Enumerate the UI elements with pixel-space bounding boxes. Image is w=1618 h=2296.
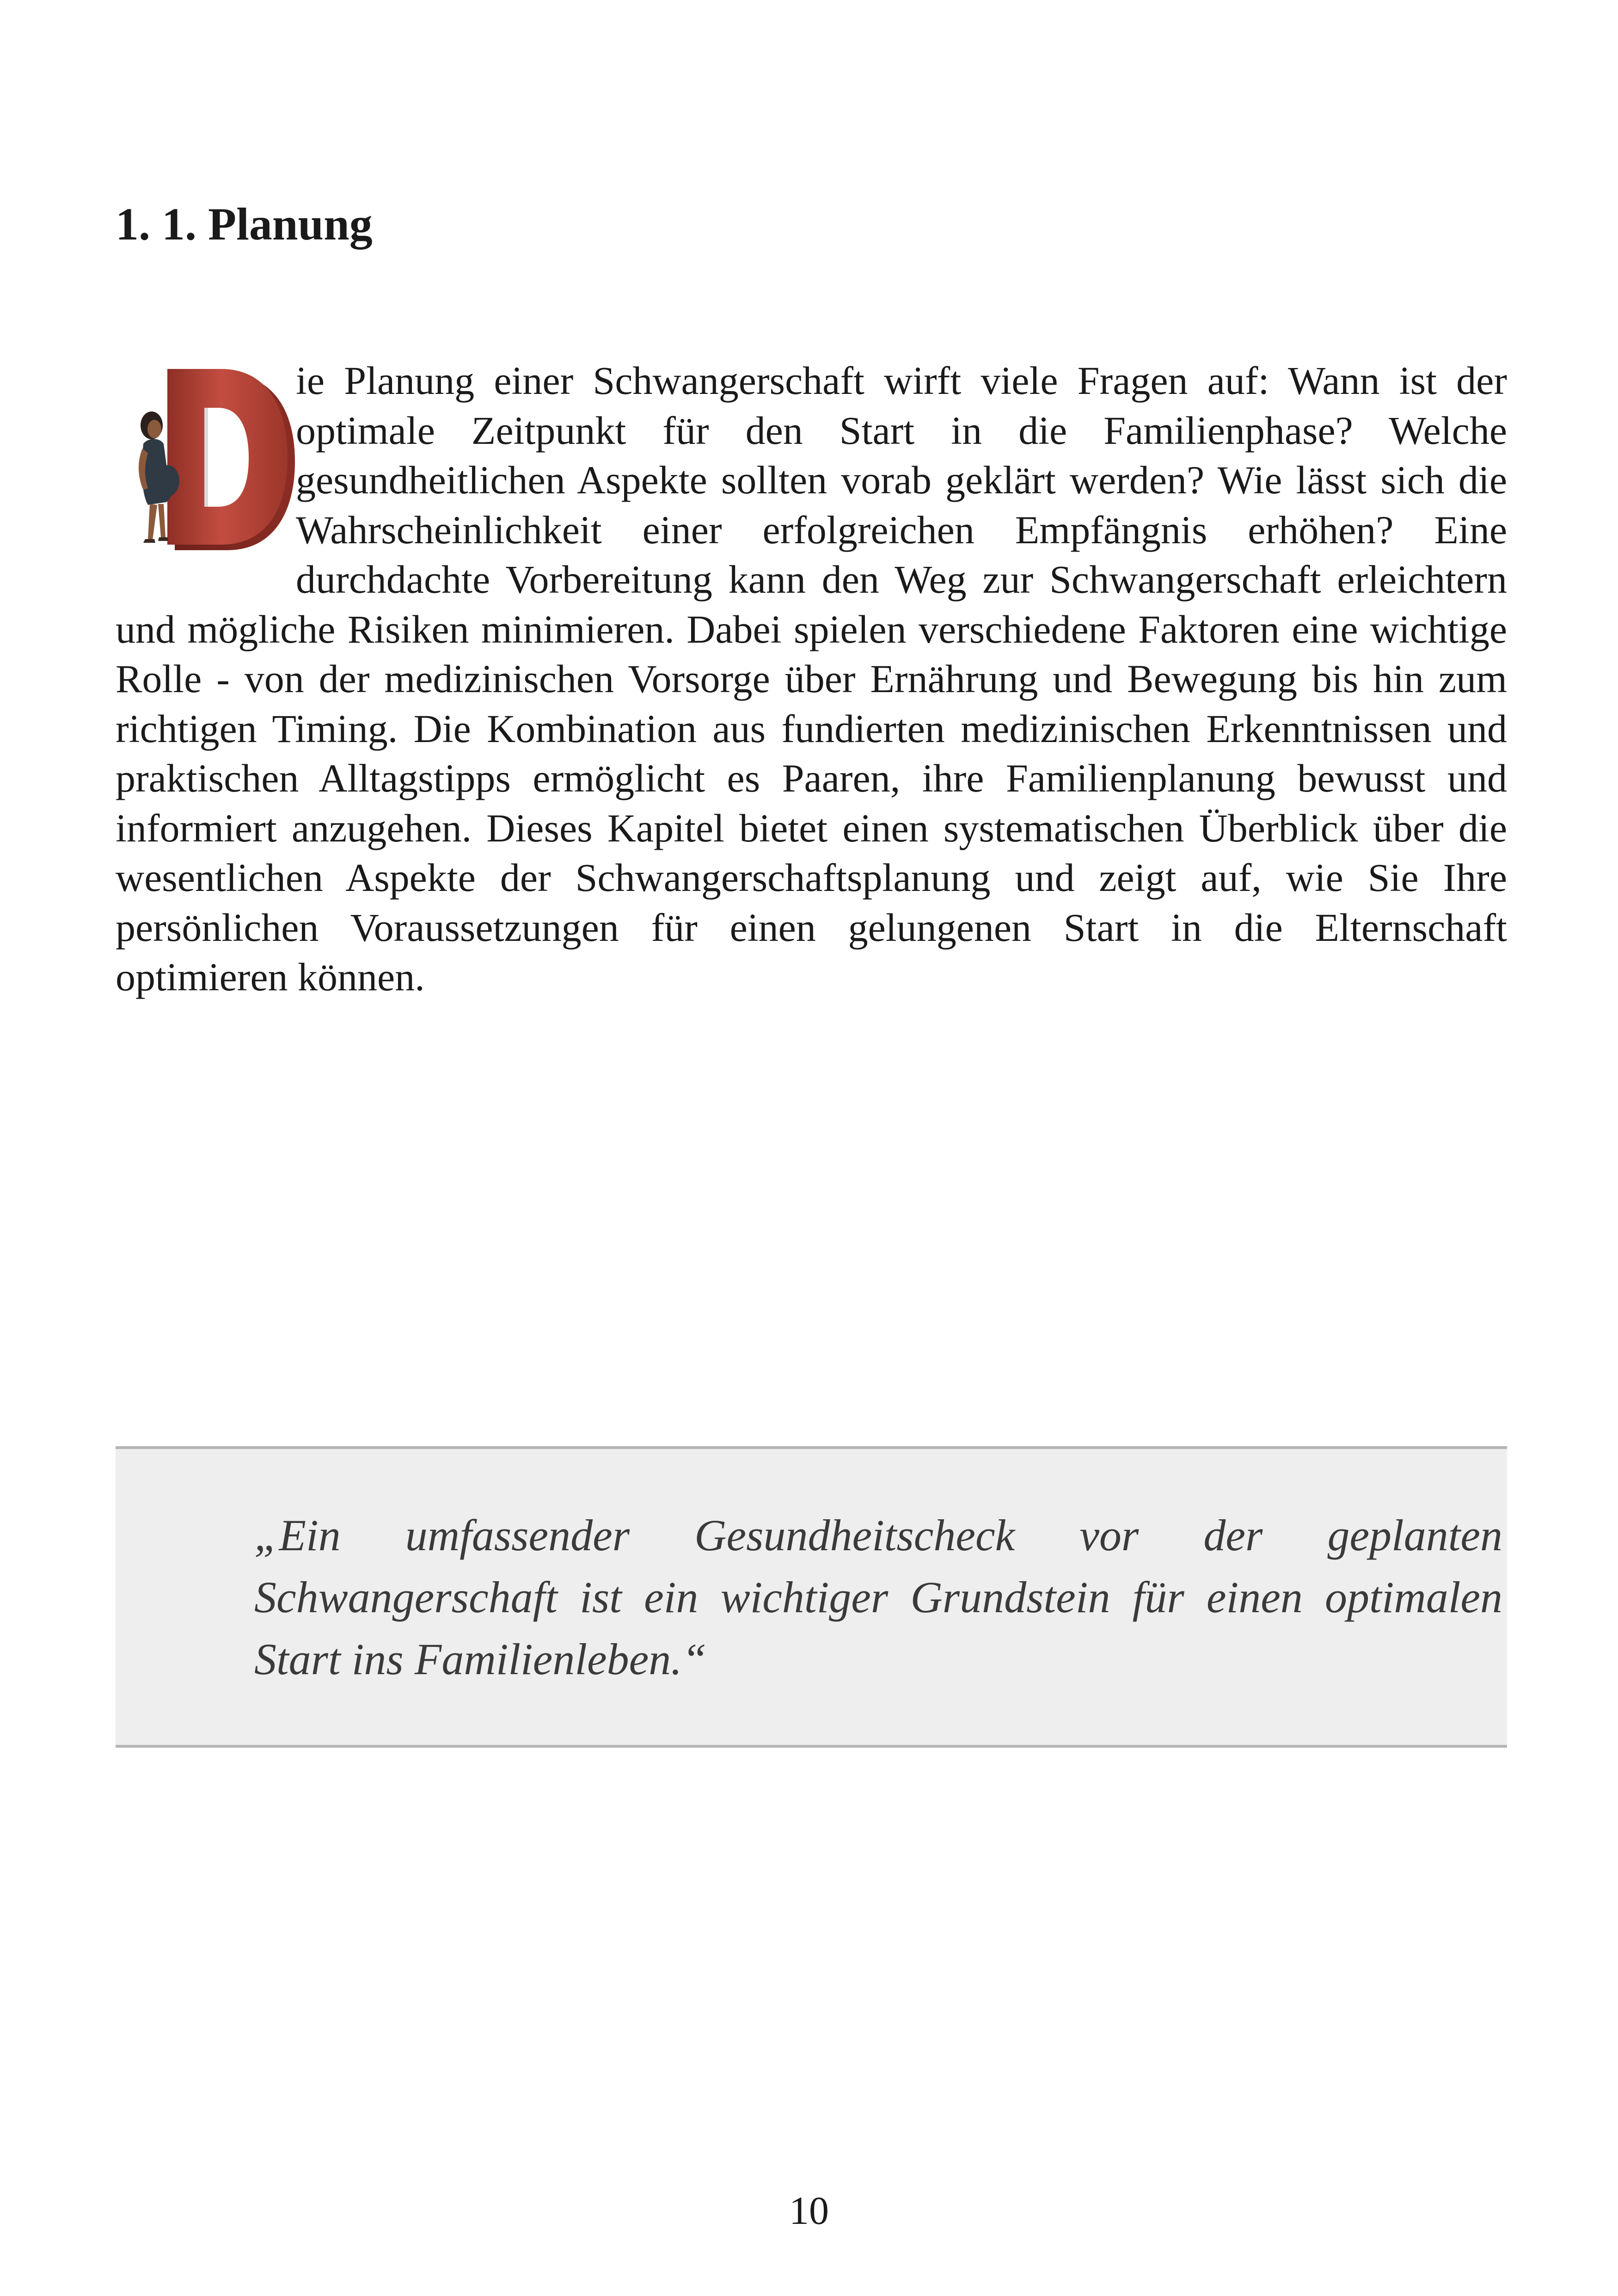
intro-paragraph [116,356,1507,1002]
dropcap-illustration [116,356,296,559]
section-heading: 1. 1. Planung [116,198,373,250]
page-number: 10 [789,2188,829,2233]
intro-text: ie Planung einer Schwangerschaft wirft viele Fragen auf: Wann ist der optimale Zeitpunkt für den Start in die Familienphase? Welche gesundheitlichen Aspekte sollten vorab geklärt werden? Wie lässt sich die Wahrscheinlichkeit einer erfolgreichen Empfängnis erhöhen? Eine durchdachte Vorbereitung kann den Weg zur Schwangerschaft erleichtern und mögliche Risiken minimieren. Dabei spielen verschiedene Faktoren eine wichtige Rolle - von der medizinischen Vorsorge über Ernährung und Bewegung bis hin zum richtigen Timing. Die Kombination aus fundierten medizinischen Erkenntnissen und praktischen Alltagstipps ermöglicht es Paaren, ihre Familienplanung bewusst und informiert anzugehen. Dieses Kapitel bietet einen systematischen Überblick über die wesentlichen Aspekte der Schwangerschaftsplanung und zeigt auf, wie Sie Ihre persönlichen Voraussetzungen für einen gelungenen Start in die Elternschaft optimieren können. [116,358,1507,999]
quote-text: „Ein umfassender Gesundheitscheck vor der geplanten Schwangerschaft ist ein wichtiger Grundstein für einen optimalen Start ins Familienleben.“ [254,1510,1502,1684]
quote-box [116,1446,1507,1748]
